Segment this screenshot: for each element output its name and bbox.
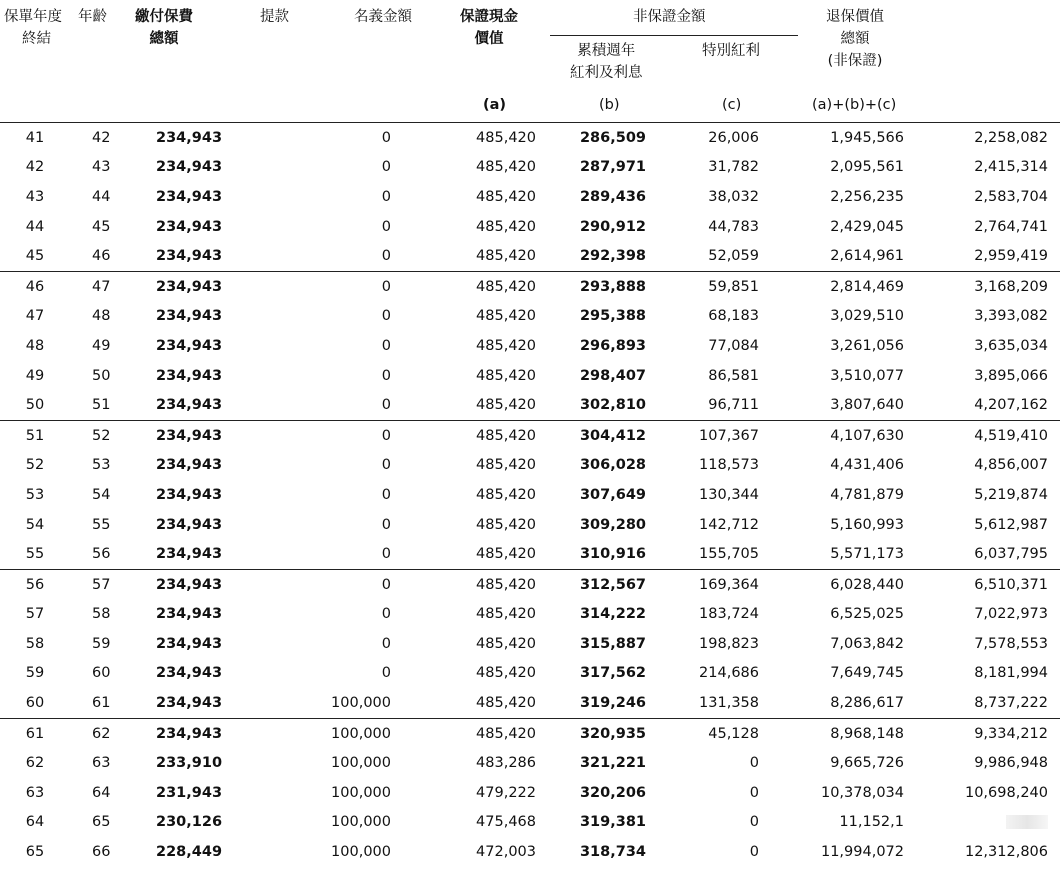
surrender-cell: 7,578,553 — [974, 635, 1048, 652]
withdrawal-cell: 0 — [381, 635, 391, 652]
notional-cell: 479,222 — [476, 784, 536, 801]
surrender-cell: 3,168,209 — [919, 271, 1060, 301]
special-cell: 6,525,025 — [830, 606, 904, 623]
header-notional: 名義金額 — [354, 9, 412, 25]
notional-cell: 485,420 — [476, 218, 536, 235]
guaranteed-cell: 309,280 — [579, 516, 646, 533]
age-cell: 53 — [92, 457, 111, 474]
notional-cell: 485,420 — [476, 188, 536, 205]
age-cell: 59 — [92, 635, 111, 652]
header-policy-year-line1: 保單年度 — [4, 9, 62, 25]
header-special-mark: (c) — [722, 97, 742, 113]
premium-cell: 234,943 — [156, 188, 223, 205]
withdrawal-cell: 0 — [381, 188, 391, 205]
age-cell: 43 — [92, 159, 111, 176]
header-surrender-line1: 退保價值 — [826, 9, 884, 25]
withdrawal-cell: 0 — [381, 516, 391, 533]
accum-cell: 142,712 — [699, 516, 759, 533]
special-cell: 11,994,072 — [820, 844, 904, 861]
surrender-cell: 4,207,162 — [974, 397, 1048, 414]
accum-cell: 107,367 — [646, 420, 779, 450]
accum-cell: 0 — [749, 844, 759, 861]
table-header — [0, 0, 941, 122]
surrender-cell: 6,510,371 — [919, 569, 1060, 599]
table-row — [0, 182, 1060, 212]
accum-cell: 45,128 — [646, 718, 779, 748]
withdrawal-cell: 0 — [291, 123, 421, 153]
policy-year-cell: 55 — [25, 546, 45, 563]
premium-cell: 234,943 — [156, 665, 223, 682]
table-row — [0, 629, 1060, 659]
guaranteed-cell: 304,412 — [536, 420, 646, 450]
header-surrender-line3: (非保證) — [827, 53, 883, 69]
premium-cell: 234,943 — [156, 546, 223, 563]
surrender-cell — [919, 808, 1060, 838]
notional-cell: 485,420 — [476, 516, 536, 533]
header-special: 特別紅利 — [702, 43, 760, 59]
premium-cell: 234,943 — [136, 569, 291, 599]
premium-cell: 234,943 — [156, 308, 223, 325]
guaranteed-cell: 290,912 — [579, 218, 646, 235]
age-cell: 54 — [92, 486, 111, 503]
withdrawal-cell: 100,000 — [291, 718, 421, 748]
special-cell: 2,614,961 — [830, 248, 904, 265]
policy-year-cell: 57 — [25, 606, 45, 623]
notional-cell: 485,420 — [476, 337, 536, 354]
table-row — [0, 748, 1060, 778]
table-row — [0, 361, 1060, 391]
header-premium — [135, 6, 193, 50]
withdrawal-cell: 0 — [381, 457, 391, 474]
guaranteed-cell: 298,407 — [579, 367, 646, 384]
guaranteed-cell: 287,971 — [579, 159, 646, 176]
special-cell: 2,429,045 — [830, 218, 904, 235]
accum-cell: 0 — [749, 755, 759, 772]
age-cell: 49 — [92, 337, 111, 354]
notional-cell: 485,420 — [476, 248, 536, 265]
accum-cell: 118,573 — [699, 457, 759, 474]
table-row — [0, 510, 1060, 540]
accum-cell: 31,782 — [708, 159, 759, 176]
special-cell: 9,665,726 — [830, 755, 904, 772]
special-cell: 3,029,510 — [830, 308, 904, 325]
table-body — [0, 123, 1060, 867]
special-cell: 2,095,561 — [830, 159, 904, 176]
notional-cell: 485,420 — [476, 635, 536, 652]
surrender-cell: 5,612,987 — [974, 516, 1048, 533]
notional-cell: 485,420 — [476, 367, 536, 384]
accum-cell: 214,686 — [699, 665, 759, 682]
header-withdrawal: 提款 — [260, 9, 289, 25]
withdrawal-cell: 0 — [291, 271, 421, 301]
age-cell: 57 — [80, 569, 136, 599]
withdrawal-cell: 100,000 — [331, 695, 391, 712]
accum-cell: 77,084 — [708, 337, 759, 354]
premium-cell: 234,943 — [156, 695, 223, 712]
surrender-cell: 5,219,874 — [974, 486, 1048, 503]
premium-cell: 234,943 — [156, 635, 223, 652]
guaranteed-cell: 286,509 — [536, 123, 646, 153]
age-cell: 56 — [92, 546, 111, 563]
table-row — [0, 778, 1060, 808]
table-row — [0, 271, 1060, 301]
age-cell: 42 — [80, 123, 136, 153]
obscured-mark — [1006, 815, 1048, 829]
age-cell: 51 — [92, 397, 111, 414]
policy-year-cell: 63 — [25, 784, 45, 801]
header-guaranteed-mark: (a) — [483, 97, 507, 113]
notional-cell: 485,420 — [421, 123, 536, 153]
guaranteed-cell: 310,916 — [579, 546, 646, 563]
premium-cell: 228,449 — [156, 844, 223, 861]
premium-cell: 234,943 — [136, 271, 291, 301]
policy-year-cell: 46 — [0, 271, 80, 301]
header-surrender-mark: (a)+(b)+(c) — [812, 97, 897, 113]
guaranteed-cell: 319,246 — [579, 695, 646, 712]
policy-year-cell: 52 — [25, 457, 45, 474]
guaranteed-cell: 312,567 — [536, 569, 646, 599]
age-cell: 47 — [80, 271, 136, 301]
policy-year-cell: 45 — [25, 248, 45, 265]
table-row — [0, 241, 1060, 271]
premium-cell: 234,943 — [156, 218, 223, 235]
withdrawal-cell: 0 — [381, 665, 391, 682]
premium-cell: 234,943 — [136, 123, 291, 153]
accum-cell: 130,344 — [699, 486, 759, 503]
notional-cell: 485,420 — [421, 420, 536, 450]
header-guaranteed-line2: 價值 — [474, 31, 504, 47]
surrender-cell: 7,022,973 — [974, 606, 1048, 623]
special-cell: 5,571,173 — [830, 546, 904, 563]
notional-cell: 485,420 — [476, 457, 536, 474]
premium-cell: 234,943 — [136, 718, 291, 748]
premium-cell: 234,943 — [156, 606, 223, 623]
guaranteed-cell: 318,734 — [579, 844, 646, 861]
policy-year-cell: 54 — [25, 516, 45, 533]
header-accum-mark: (b) — [599, 97, 620, 113]
notional-cell: 485,420 — [421, 271, 536, 301]
age-cell: 61 — [92, 695, 111, 712]
table-row — [0, 390, 1060, 420]
policy-year-cell: 58 — [25, 635, 45, 652]
age-cell: 55 — [92, 516, 111, 533]
header-accum-line1: 累積週年 — [577, 43, 636, 59]
accum-cell: 96,711 — [708, 397, 759, 414]
header-premium-line2: 總額 — [149, 31, 179, 47]
table-row — [0, 808, 1060, 838]
accum-cell: 0 — [749, 784, 759, 801]
guaranteed-cell: 314,222 — [579, 606, 646, 623]
accum-cell: 169,364 — [646, 569, 779, 599]
special-cell: 3,807,640 — [830, 397, 904, 414]
accum-cell: 52,059 — [708, 248, 759, 265]
table-row — [0, 480, 1060, 510]
withdrawal-cell: 0 — [381, 367, 391, 384]
notional-cell: 485,420 — [476, 695, 536, 712]
surrender-cell: 8,737,222 — [974, 695, 1048, 712]
header-guaranteed-line1: 保證現金 — [460, 9, 518, 25]
accum-cell: 68,183 — [708, 308, 759, 325]
withdrawal-cell: 100,000 — [331, 784, 391, 801]
accum-cell: 131,358 — [699, 695, 759, 712]
special-cell: 3,261,056 — [830, 337, 904, 354]
guaranteed-cell: 292,398 — [579, 248, 646, 265]
illustration-table — [0, 122, 1060, 867]
table-row — [0, 302, 1060, 332]
guaranteed-cell: 307,649 — [579, 486, 646, 503]
surrender-cell: 3,393,082 — [974, 308, 1048, 325]
special-cell: 4,781,879 — [830, 486, 904, 503]
age-cell: 63 — [92, 755, 111, 772]
withdrawal-cell: 0 — [381, 218, 391, 235]
header-guaranteed — [460, 6, 518, 50]
withdrawal-cell: 0 — [291, 569, 421, 599]
policy-year-cell: 60 — [25, 695, 45, 712]
header-premium-line1: 繳付保費 — [135, 9, 193, 25]
special-cell: 3,510,077 — [830, 367, 904, 384]
premium-cell: 233,910 — [156, 755, 223, 772]
surrender-cell: 3,635,034 — [974, 337, 1048, 354]
accum-cell: 198,823 — [699, 635, 759, 652]
age-cell: 62 — [80, 718, 136, 748]
policy-year-cell: 47 — [25, 308, 45, 325]
age-cell: 48 — [92, 308, 111, 325]
special-cell: 4,107,630 — [779, 420, 919, 450]
surrender-cell: 9,986,948 — [974, 755, 1048, 772]
special-cell: 8,286,617 — [830, 695, 904, 712]
surrender-cell: 6,037,795 — [974, 546, 1048, 563]
special-cell: 11,152,1 — [839, 814, 904, 831]
surrender-cell: 8,181,994 — [974, 665, 1048, 682]
surrender-cell: 9,334,212 — [919, 718, 1060, 748]
accum-cell: 155,705 — [699, 546, 759, 563]
withdrawal-cell: 100,000 — [331, 814, 391, 831]
table-row — [0, 569, 1060, 599]
premium-cell: 234,943 — [156, 516, 223, 533]
special-cell: 10,378,034 — [820, 784, 904, 801]
table-row — [0, 420, 1060, 450]
table-row — [0, 123, 1060, 153]
surrender-cell: 2,764,741 — [974, 218, 1048, 235]
withdrawal-cell: 0 — [291, 420, 421, 450]
policy-year-cell: 61 — [0, 718, 80, 748]
age-cell: 45 — [92, 218, 111, 235]
table-row — [0, 718, 1060, 748]
age-cell: 46 — [92, 248, 111, 265]
header-surrender-line2: 總額 — [840, 31, 870, 47]
table-row — [0, 153, 1060, 183]
accum-cell: 0 — [749, 814, 759, 831]
header-age: 年齡 — [78, 9, 107, 25]
withdrawal-cell: 0 — [381, 337, 391, 354]
guaranteed-cell: 320,206 — [579, 784, 646, 801]
policy-year-cell: 59 — [25, 665, 45, 682]
guaranteed-cell: 315,887 — [579, 635, 646, 652]
policy-year-cell: 42 — [25, 159, 45, 176]
notional-cell: 485,420 — [476, 606, 536, 623]
notional-cell: 485,420 — [476, 665, 536, 682]
table-row — [0, 451, 1060, 481]
guaranteed-cell: 317,562 — [579, 665, 646, 682]
policy-year-cell: 51 — [0, 420, 80, 450]
withdrawal-cell: 0 — [381, 397, 391, 414]
age-cell: 60 — [92, 665, 111, 682]
premium-cell: 234,943 — [156, 367, 223, 384]
guaranteed-cell: 295,388 — [579, 308, 646, 325]
premium-cell: 234,943 — [156, 397, 223, 414]
special-cell: 7,649,745 — [830, 665, 904, 682]
accum-cell: 38,032 — [708, 188, 759, 205]
withdrawal-cell: 0 — [381, 159, 391, 176]
guaranteed-cell: 289,436 — [579, 188, 646, 205]
header-accum — [570, 40, 643, 84]
surrender-cell: 3,895,066 — [974, 367, 1048, 384]
policy-year-cell: 49 — [25, 367, 45, 384]
policy-year-cell: 41 — [0, 123, 80, 153]
table-row — [0, 837, 1060, 867]
accum-cell: 26,006 — [646, 123, 779, 153]
policy-year-cell: 50 — [25, 397, 45, 414]
notional-cell: 485,420 — [476, 397, 536, 414]
notional-cell: 485,420 — [476, 546, 536, 563]
table-row — [0, 688, 1060, 718]
withdrawal-cell: 0 — [381, 606, 391, 623]
special-cell: 4,431,406 — [830, 457, 904, 474]
notional-cell: 485,420 — [476, 486, 536, 503]
surrender-cell: 10,698,240 — [964, 784, 1048, 801]
notional-cell: 485,420 — [476, 159, 536, 176]
table-row — [0, 659, 1060, 689]
table-row — [0, 539, 1060, 569]
premium-cell: 234,943 — [156, 337, 223, 354]
special-cell: 2,814,469 — [779, 271, 919, 301]
age-cell: 50 — [92, 367, 111, 384]
policy-year-cell: 43 — [25, 188, 45, 205]
special-cell: 8,968,148 — [779, 718, 919, 748]
notional-cell: 483,286 — [476, 755, 536, 772]
surrender-cell: 4,856,007 — [974, 457, 1048, 474]
withdrawal-cell: 0 — [381, 486, 391, 503]
notional-cell: 485,420 — [476, 308, 536, 325]
premium-cell: 234,943 — [156, 159, 223, 176]
header-non-guaranteed: 非保證金額 — [633, 9, 706, 25]
age-cell: 44 — [92, 188, 111, 205]
policy-year-cell: 64 — [25, 814, 45, 831]
premium-cell: 234,943 — [156, 457, 223, 474]
age-cell: 65 — [92, 814, 111, 831]
premium-cell: 234,943 — [136, 420, 291, 450]
premium-cell: 231,943 — [156, 784, 223, 801]
surrender-cell: 2,959,419 — [974, 248, 1048, 265]
surrender-cell: 2,258,082 — [919, 123, 1060, 153]
notional-cell: 485,420 — [421, 718, 536, 748]
surrender-cell: 2,583,704 — [974, 188, 1048, 205]
special-cell: 1,945,566 — [779, 123, 919, 153]
policy-year-cell: 62 — [25, 755, 45, 772]
non-guaranteed-underline — [550, 35, 798, 36]
guaranteed-cell: 293,888 — [536, 271, 646, 301]
withdrawal-cell: 0 — [381, 308, 391, 325]
policy-year-cell: 53 — [25, 486, 45, 503]
surrender-cell: 12,312,806 — [964, 844, 1048, 861]
table-row — [0, 212, 1060, 242]
surrender-cell: 4,519,410 — [919, 420, 1060, 450]
premium-cell: 234,943 — [156, 486, 223, 503]
guaranteed-cell: 306,028 — [579, 457, 646, 474]
header-accum-line2: 紅利及利息 — [570, 65, 643, 81]
withdrawal-cell: 100,000 — [331, 755, 391, 772]
notional-cell: 475,468 — [476, 814, 536, 831]
age-cell: 52 — [80, 420, 136, 450]
policy-year-cell: 48 — [25, 337, 45, 354]
special-cell: 6,028,440 — [779, 569, 919, 599]
withdrawal-cell: 0 — [381, 248, 391, 265]
accum-cell: 183,724 — [699, 606, 759, 623]
withdrawal-cell: 100,000 — [331, 844, 391, 861]
premium-cell: 234,943 — [156, 248, 223, 265]
withdrawal-cell: 0 — [381, 546, 391, 563]
special-cell: 2,256,235 — [830, 188, 904, 205]
header-policy-year — [4, 6, 62, 50]
table-row — [0, 600, 1060, 630]
special-cell: 5,160,993 — [830, 516, 904, 533]
notional-cell: 485,420 — [421, 569, 536, 599]
notional-cell: 472,003 — [476, 844, 536, 861]
age-cell: 66 — [92, 844, 111, 861]
accum-cell: 86,581 — [708, 367, 759, 384]
policy-year-cell: 44 — [25, 218, 45, 235]
age-cell: 64 — [92, 784, 111, 801]
premium-cell: 230,126 — [156, 814, 223, 831]
age-cell: 58 — [92, 606, 111, 623]
guaranteed-cell: 320,935 — [536, 718, 646, 748]
surrender-cell: 2,415,314 — [974, 159, 1048, 176]
accum-cell: 59,851 — [646, 271, 779, 301]
guaranteed-cell: 319,381 — [579, 814, 646, 831]
policy-year-cell: 56 — [0, 569, 80, 599]
table-row — [0, 331, 1060, 361]
special-cell: 7,063,842 — [830, 635, 904, 652]
header-policy-year-line2: 終結 — [22, 31, 51, 47]
guaranteed-cell: 296,893 — [579, 337, 646, 354]
guaranteed-cell: 302,810 — [579, 397, 646, 414]
header-surrender — [826, 6, 884, 72]
policy-year-cell: 65 — [25, 844, 45, 861]
guaranteed-cell: 321,221 — [579, 755, 646, 772]
accum-cell: 44,783 — [708, 218, 759, 235]
